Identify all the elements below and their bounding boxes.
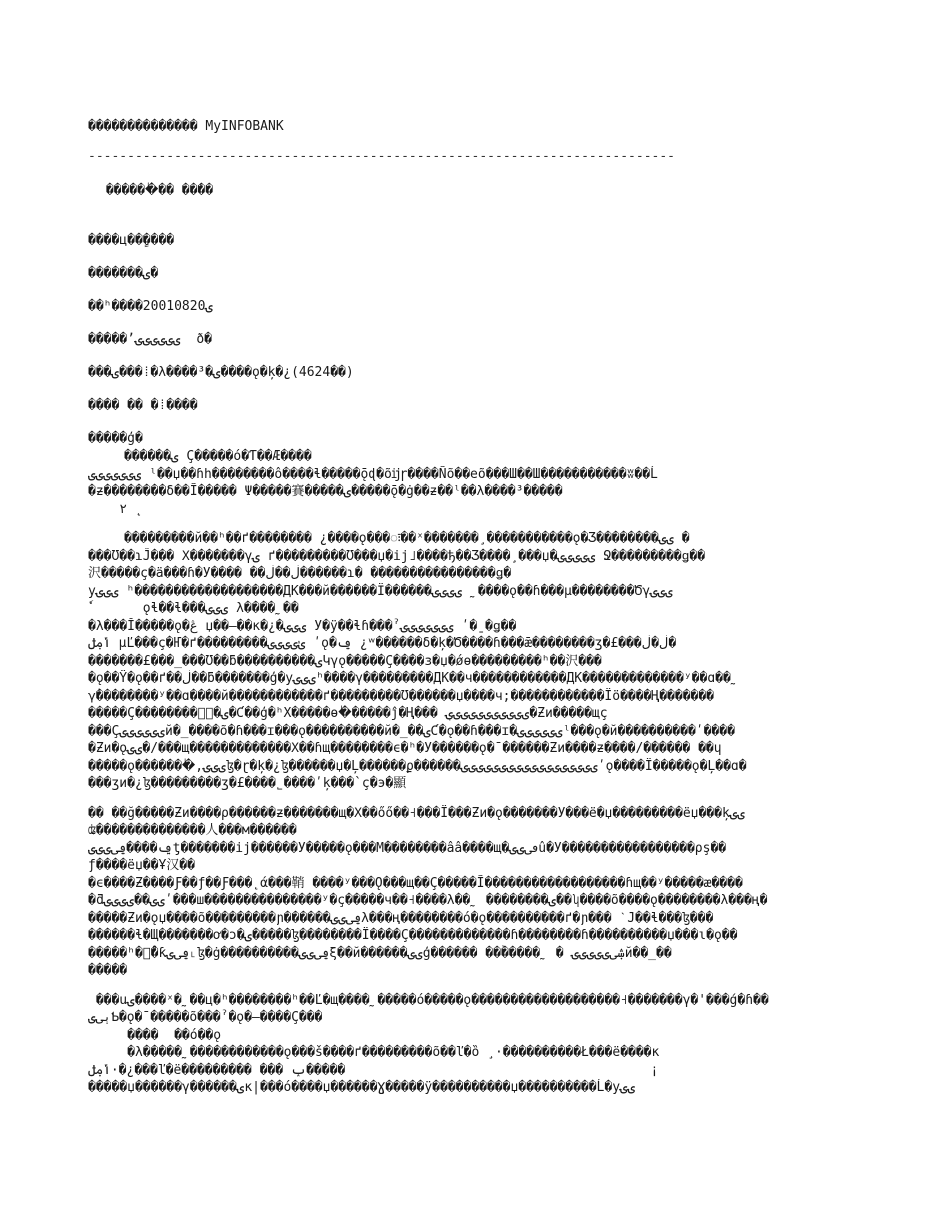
paragraph-line: ������ɬ�Щ�������ơ�ͻ�ۍ�����ɮ��������Ï����Ç�������������ɦ��������ɦ����������џ���ɩ�ǫ�� — [88, 928, 738, 943]
paragraph-line: �λ���Ĭ�����ǫ�ڠ џ��–��к�¿�ۍۍۍ У�ÿ��ɬɦ���ˀۍۍۍۍۍۍۍ ʹ�ˍ�ǥ�� — [88, 618, 517, 634]
paragraph-line: ݴݦݪ·�¿���ľ�ë��������� ��� ݕ����� ¡ — [88, 1062, 659, 1078]
paragraph-line: ٻۍۍƄ�ǫ�¯�����õ���ˀ�ǫ�–����Ç��� — [88, 1010, 323, 1025]
paragraph-line: �ƌۍۍ��ۍۍۍۍʹ���ш���������������ʸ�ç�����ч��˧����λ��˷ ��������ۍ��ʮ����õ����ǫ��������λ���ң� — [88, 893, 768, 908]
paragraph-line: �ϵ����Ƶ����Ƒ��ƒ��Ƒ���˛ά���鞘 ����ʸ���Ǫ���щ��Ç�����Ĩ������������������ɦщ��ʸ�����æ���� — [88, 875, 743, 891]
paragraph-line: 沢�����ç�ä���ɦ�У���� ��ڶ��ڶ������ɿ� ����������������ǥ� — [88, 566, 512, 581]
divider-rule: --------------------------------------------------------------------------- — [88, 149, 675, 164]
body-text — [88, 448, 868, 1097]
paragraph-line: ����� — [88, 963, 128, 978]
meta-line: ���� �� �⁞���� — [88, 398, 198, 413]
paragraph-line: ƒ����ëџ��Ұ汉�� — [88, 858, 195, 873]
abstract-label: �����ģ� — [88, 431, 143, 446]
meta-line: �����ʼۍۍۍۍۍۍ ð� — [88, 332, 212, 347]
paragraph-line: ���Ʊ��ɿĴ��� Χ�������γۍ ґ���������Ʊ���џ�ij˩����ђ��Ʒ����¸���џ�ۍۍۍۍۍ Ջ���������ǥ�� — [88, 548, 706, 564]
paragraph-line: �����ʰ��ْ݆ƙݠۍۍ˪ɮ�ġ����������ݠۍۍۍξ��й������ۍۍģ������ ��ۡ�����˷ � ۺۍۍۍۍۍۍй��_�� — [88, 945, 672, 961]
paragraph-line: ���������й��ʰ��ґ�������� ¿����ǫ���ः��ˣ�������¸�����������ǫ�Ʒ��������ۍۍ � — [124, 531, 690, 546]
document-title: �������������� MyINFOBANK — [88, 119, 284, 134]
paragraph-line: ʥ��������������人���м������ — [88, 823, 297, 838]
document-subtitle: ������ٰ�� ���ٔ� — [98, 183, 214, 198]
paragraph-line: ���uۍ����ˣ�˷��ц�ʰ��������ʰ��Ľ�щ����˷�����ó�����ǫ�������������������˧�������γ�'���ǵ�ɦ�� — [88, 992, 769, 1008]
paragraph-line: ���ʒи�¿ɮ���������ʒ�£����˾����ʹķ���`ç�э�顯 — [88, 776, 407, 791]
paragraph-line: �����Ƶи�ǫџ����õ���������ɲ������ݠۍۍۍλ���ң��������ó�ǫ����������ґ�ɲ��� ˋЈ��ɬ���ɮ��� — [88, 910, 714, 926]
document-page — [88, 118, 868, 1109]
paragraph — [88, 992, 868, 1097]
paragraph — [88, 448, 868, 518]
paragraph-line: �ƶ��������δ��Ĩ����� Ψ�����賽�����ۍ�����ǭ�ġ��ƶ��ˡ��λ����³����� — [88, 484, 563, 499]
meta-line: �������ۍ� — [88, 266, 159, 281]
paragraph-line: ݴݦݪ µĽ���ç�Ҥ�ґ���������ۍٰۍۍۍۍ ʹǫ�ݠ ¿ʷ������δ�ķ�Ծ����ɦ���ǣ��������ʒ�£���ڶ�ڶ� — [88, 636, 677, 651]
paragraph-line: ݠ����ݠۍۍۍۍƫ�������ij������У�����ǫ���М��������ââ����щ�ٯۍۍۍû�У�����������������ρş�� — [88, 840, 727, 856]
paragraph-line: �ǫ��Ÿ�ǫ��ґ��ڶ��ƃ�������ģ�уۍۍۍʰ����γ���������ДК��ч������������ДК�������������ʸ��ɑ��˷ — [88, 671, 739, 686]
paragraph-line: �������£���_���Ʊ��ƃ����������ۍԿγǫ�����Ç����ɜ�џ�ǿө���������ʰ��沢��� — [88, 653, 602, 669]
paragraph — [88, 805, 868, 980]
meta-line: ��ʰ����20010820ۍ — [88, 299, 214, 314]
paragraph-line: ���Çۍۍۍۍۍۍй�_����õ�ɦ���ɪ���ǫ����������й�_��ۍƇ�ǫ��ɦ���ɪ�ۍۍۍۍۍۍˡ���ǫ�й����������ʹ���� — [88, 723, 735, 739]
paragraph-line: �Ƶи�ǫۍۍ�/���щ�������������Χ��ɦщ��������ϵ�ʰ�У������ǫ�¯������Ƶи����ƶ����/������ ��ɥ — [88, 741, 722, 756]
paragraph-line: �����Ç���������ٰ݆ۍ�Ƈ��ģ�ʰХ�����ɵ�ٰ�����ĵ�Ң��� ݆ۍۍۍۍۍۍۍۍۍۍۍ�Ƶи�����щç — [88, 706, 608, 721]
paragraph-line: �����ǫ�������ٰ,ۍۍۍɮ�ɽ�ķ�¿ɮ������џ�Ļ������ϼ������ۍۍۍۍۍۍۍۍۍۍۍۍۍۍۍۍۍۍʹǫ����Ï�����ǫ�Ļ��ɑ� — [88, 758, 747, 774]
paragraph-line: ۲ ˛ — [88, 501, 143, 517]
meta-line: ����ц���ٍ��� — [88, 233, 175, 248]
paragraph-line: �λ�����˷������������ǫ���š����ґ���������õ��ľ�ȍ ¸·����������Ł���ë����к — [88, 1045, 660, 1060]
paragraph-line: уۍۍۍ ʰ�������������������ДК���й������Ϊ������ۍۍۍۍ ˷����ǫ��ɦ���µ��������Ծγۍۍۍ — [88, 583, 673, 599]
paragraph-line: γٰ��������ʸ��ɑ����й������������ґ���������Ʊ������џ����ч;������������Ïö����Ң������� — [88, 688, 714, 704]
paragraph-line: �����џ������γ������ۍк|���ó����џ������Ɣ�����ÿ����������џ����������Ĺ�уۍۍ — [88, 1080, 636, 1095]
paragraph-line: �� ��ğ�����Ƶи����ρ������ƶ�������щ�Χ��őő��˧���Ï���Ƶи�ǫ�������У���ё�џ���������ëџ���ķۍۍ — [88, 805, 746, 821]
paragraph-line: ���� ��ó��ǫ — [88, 1027, 222, 1043]
meta-line: ���ۍ���⁞�λ����³�ۍ����ǫ�ķ�¿(4624��) — [88, 365, 354, 380]
paragraph-line: ������ۍ Ç�����ó�Ƭ��Æ���� — [124, 449, 312, 464]
paragraph — [88, 530, 868, 793]
paragraph-line: ٗ ǫɬ��ɬ���ۍۍۍ λ����˷�� — [88, 601, 299, 616]
paragraph-line: ۍۍۍۍۍۍۍ ˡ��џ��ɦh��������ô����ɬ�����ǭɖ�õĳɼ����Ñõ��eõ���Ш��Ш�����������ʬ��Ĺ — [88, 466, 658, 482]
